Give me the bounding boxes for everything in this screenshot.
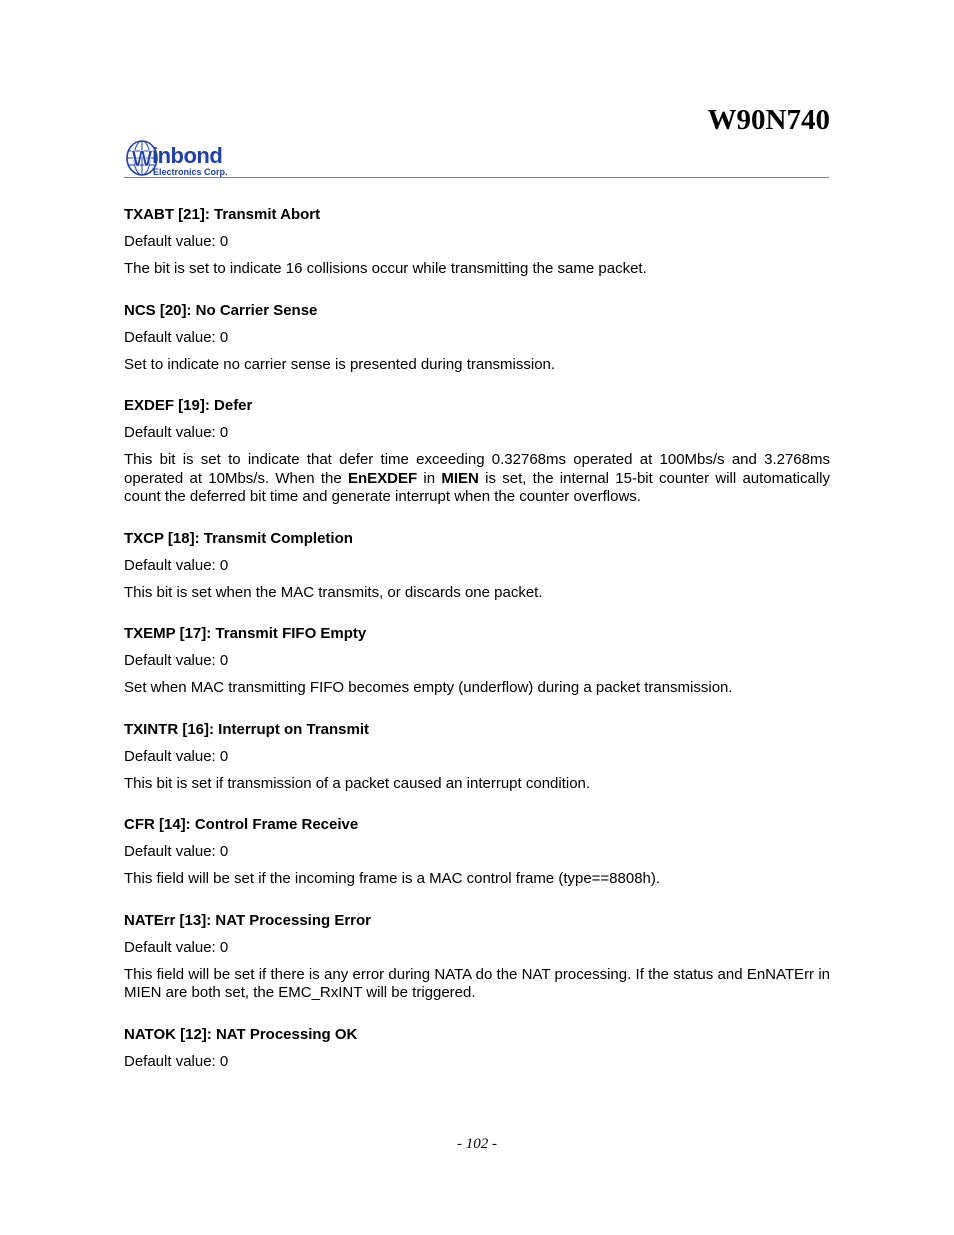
- field-heading: TXINTR [16]: Interrupt on Transmit: [124, 720, 370, 738]
- field-description: This bit is set when the MAC transmits, or discards one packet.: [124, 583, 543, 601]
- field-cfr: [124, 816, 830, 889]
- field-description: The bit is set to indicate 16 collisions occur while transmitting the same packet.: [124, 260, 647, 277]
- field-default: Default value: 0: [124, 1052, 229, 1070]
- field-description: This field will be set if the incoming frame is a MAC control frame (type==8808h).: [124, 870, 661, 887]
- field-default: Default value: 0: [124, 843, 229, 860]
- field-default: Default value: 0: [124, 938, 229, 956]
- document-title: W90N740: [707, 104, 830, 136]
- field-heading: NATOK [12]: NAT Processing OK: [124, 1025, 358, 1043]
- field-heading: TXABT [21]: Transmit Abort: [124, 206, 321, 223]
- field-txemp: [124, 625, 830, 698]
- field-heading: TXCP [18]: Transmit Completion: [124, 529, 353, 547]
- field-exdef: [124, 397, 830, 507]
- field-default: Default value: 0: [124, 556, 229, 574]
- field-default: Default value: 0: [124, 424, 229, 441]
- logo-initial: W: [131, 146, 153, 171]
- field-heading: NCS [20]: No Carrier Sense: [124, 301, 318, 319]
- field-default: Default value: 0: [124, 233, 229, 250]
- field-default: Default value: 0: [124, 328, 229, 346]
- field-heading: CFR [14]: Control Frame Receive: [124, 816, 359, 833]
- field-description: Set when MAC transmitting FIFO becomes empty (underflow) during a packet transmission.: [124, 679, 733, 696]
- header-rule: [124, 177, 829, 178]
- field-description: Set to indicate no carrier sense is presented during transmission.: [124, 355, 556, 373]
- field-heading: TXEMP [17]: Transmit FIFO Empty: [124, 625, 367, 642]
- field-naterr: [124, 912, 830, 1003]
- field-default: Default value: 0: [124, 652, 229, 669]
- logo-wordmark: inbond: [152, 143, 223, 168]
- page-number: - 102 -: [457, 1136, 497, 1152]
- field-description: [124, 451, 830, 507]
- field-description: This field will be set if there is any error during NATA do the NAT processing. If the status and EnNATErr in MIEN are both set, the EMC_RxINT will be triggered.: [124, 965, 830, 1001]
- desc-keyword-enexdef: EnEXDEF: [347, 469, 418, 487]
- field-ncs: [124, 302, 830, 375]
- field-default: Default value: 0: [124, 747, 229, 765]
- logo-subtitle: Electronics Corp.: [153, 167, 228, 177]
- field-txcp: [124, 530, 830, 603]
- desc-text: is set, the internal 15-bit counter will automatically count the deferred bit time and generate interrupt when the counter overflows.: [124, 469, 830, 505]
- field-txintr: [124, 721, 830, 794]
- desc-keyword-mien: MIEN: [441, 469, 479, 487]
- register-field-list: [124, 206, 830, 1080]
- field-description: This bit is set if transmission of a packet caused an interrupt condition.: [124, 774, 591, 792]
- field-heading: EXDEF [19]: Defer: [124, 397, 253, 414]
- field-natok: [124, 1026, 830, 1071]
- field-txabt: [124, 206, 830, 279]
- desc-text: This bit is set to indicate that defer time exceeding 0.32768ms operated at 100Mbs/s and 3.2768ms operated at 10Mbs/s. When the: [124, 451, 830, 487]
- field-heading: NATErr [13]: NAT Processing Error: [124, 911, 371, 929]
- desc-text: in: [417, 469, 442, 487]
- winbond-logo: [125, 138, 249, 178]
